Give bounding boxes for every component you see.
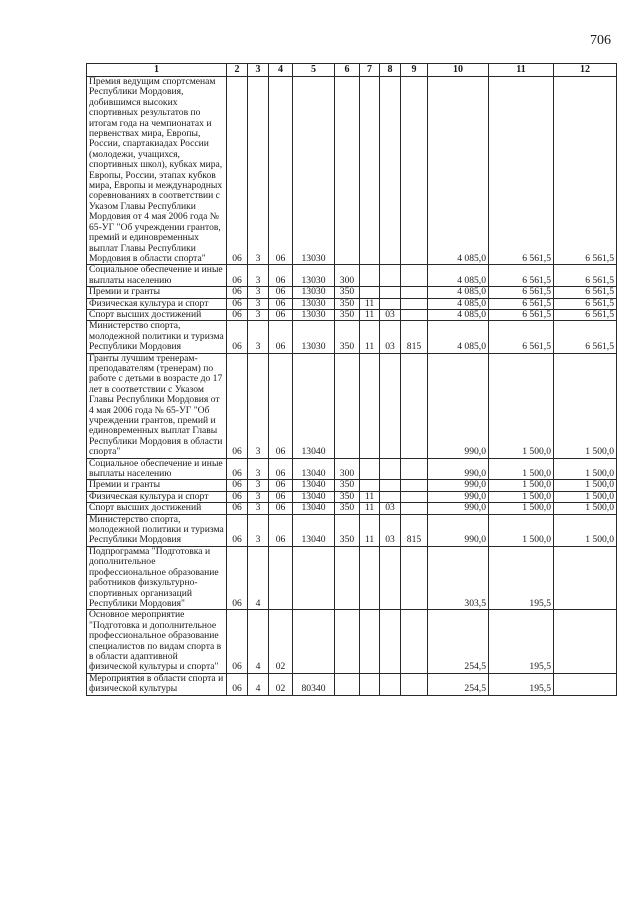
row-cell: 13030 bbox=[293, 298, 335, 309]
row-cell: 06 bbox=[227, 287, 248, 298]
row-cell bbox=[360, 77, 380, 265]
row-cell: 3 bbox=[248, 480, 269, 491]
row-cell bbox=[380, 77, 401, 265]
table-row bbox=[87, 265, 617, 287]
row-cell: 13030 bbox=[293, 287, 335, 298]
table-row bbox=[87, 309, 617, 320]
header-cell: 7 bbox=[360, 64, 380, 77]
row-cell: 6 561,5 bbox=[554, 265, 617, 287]
table-row bbox=[87, 673, 617, 695]
row-cell: 80340 bbox=[293, 673, 335, 695]
row-cell: 6 561,5 bbox=[489, 298, 554, 309]
row-cell: 06 bbox=[269, 353, 293, 458]
row-cell bbox=[293, 546, 335, 609]
row-cell: 11 bbox=[360, 298, 380, 309]
row-cell bbox=[380, 491, 401, 502]
row-cell bbox=[335, 77, 360, 265]
row-cell bbox=[360, 353, 380, 458]
row-cell bbox=[401, 503, 428, 514]
row-cell: 13040 bbox=[293, 458, 335, 480]
row-cell: 6 561,5 bbox=[554, 77, 617, 265]
row-cell: 11 bbox=[360, 514, 380, 546]
row-cell bbox=[335, 610, 360, 673]
row-cell: 3 bbox=[248, 298, 269, 309]
table-row bbox=[87, 77, 617, 265]
row-cell bbox=[401, 265, 428, 287]
row-cell: 350 bbox=[335, 298, 360, 309]
row-cell: 06 bbox=[227, 673, 248, 695]
row-label: Министерство спорта, молодежной политики и туризма Республики Мордовия bbox=[87, 321, 227, 353]
row-cell: 3 bbox=[248, 321, 269, 353]
row-cell: 350 bbox=[335, 321, 360, 353]
row-cell: 03 bbox=[380, 321, 401, 353]
row-cell bbox=[380, 546, 401, 609]
row-cell bbox=[360, 546, 380, 609]
row-cell: 4 085,0 bbox=[428, 77, 489, 265]
row-cell: 3 bbox=[248, 503, 269, 514]
row-cell: 3 bbox=[248, 77, 269, 265]
row-cell: 02 bbox=[269, 673, 293, 695]
row-cell: 06 bbox=[269, 503, 293, 514]
row-cell: 195,5 bbox=[489, 546, 554, 609]
budget-table bbox=[86, 63, 617, 696]
header-cell: 1 bbox=[87, 64, 227, 77]
row-cell: 11 bbox=[360, 309, 380, 320]
row-cell bbox=[401, 353, 428, 458]
table-row bbox=[87, 298, 617, 309]
row-cell: 06 bbox=[227, 298, 248, 309]
row-cell: 13030 bbox=[293, 321, 335, 353]
row-cell: 254,5 bbox=[428, 673, 489, 695]
row-cell: 06 bbox=[269, 287, 293, 298]
row-cell: 300 bbox=[335, 458, 360, 480]
row-cell bbox=[380, 610, 401, 673]
row-label: Подпрограмма "Подготовка и дополнительное профессиональное образование работников физкультурно-спортивных организаций Республики Мордовия" bbox=[87, 546, 227, 609]
row-cell: 11 bbox=[360, 503, 380, 514]
row-cell: 1 500,0 bbox=[554, 491, 617, 502]
row-cell: 350 bbox=[335, 287, 360, 298]
header-cell: 3 bbox=[248, 64, 269, 77]
table-row bbox=[87, 503, 617, 514]
row-cell: 06 bbox=[269, 458, 293, 480]
row-cell bbox=[335, 546, 360, 609]
row-cell: 06 bbox=[227, 546, 248, 609]
header-cell: 6 bbox=[335, 64, 360, 77]
row-cell: 06 bbox=[227, 514, 248, 546]
row-cell: 13030 bbox=[293, 265, 335, 287]
header-cell: 2 bbox=[227, 64, 248, 77]
row-cell: 02 bbox=[269, 610, 293, 673]
row-cell: 3 bbox=[248, 353, 269, 458]
page-number: 706 bbox=[590, 33, 611, 48]
row-cell: 300 bbox=[335, 265, 360, 287]
row-cell bbox=[360, 458, 380, 480]
row-cell: 06 bbox=[269, 298, 293, 309]
row-cell: 4 bbox=[248, 673, 269, 695]
row-cell: 4 085,0 bbox=[428, 309, 489, 320]
row-cell: 350 bbox=[335, 514, 360, 546]
row-label: Основное мероприятие "Подготовка и дополнительное профессиональное образование специалистов по видам спорта в в области адаптивной физической культуры и спорта" bbox=[87, 610, 227, 673]
table-row bbox=[87, 458, 617, 480]
row-cell: 03 bbox=[380, 309, 401, 320]
row-cell: 06 bbox=[227, 321, 248, 353]
row-cell bbox=[401, 673, 428, 695]
row-cell: 815 bbox=[401, 321, 428, 353]
row-cell: 11 bbox=[360, 491, 380, 502]
row-label: Физическая культура и спорт bbox=[87, 491, 227, 502]
row-cell: 1 500,0 bbox=[554, 458, 617, 480]
table-row bbox=[87, 610, 617, 673]
row-cell: 3 bbox=[248, 514, 269, 546]
row-cell: 06 bbox=[227, 458, 248, 480]
header-cell: 11 bbox=[489, 64, 554, 77]
row-cell: 13040 bbox=[293, 514, 335, 546]
row-cell: 303,5 bbox=[428, 546, 489, 609]
row-cell bbox=[360, 480, 380, 491]
row-cell bbox=[335, 673, 360, 695]
row-cell: 6 561,5 bbox=[554, 309, 617, 320]
row-cell bbox=[401, 491, 428, 502]
row-cell: 6 561,5 bbox=[554, 287, 617, 298]
row-label: Гранты лучшим тренерам-преподавателям (тренерам) по работе с детьми в возрасте до 17 лет в соответствии с Указом Главы Республики Мордовия от 4 мая 2006 года № 65-УГ "Об учреждении грантов, премий и единовременных выплат Главы Республики Мордовия в области спорта" bbox=[87, 353, 227, 458]
table-row bbox=[87, 546, 617, 609]
header-cell: 8 bbox=[380, 64, 401, 77]
row-cell: 13040 bbox=[293, 503, 335, 514]
row-cell: 254,5 bbox=[428, 610, 489, 673]
row-cell bbox=[360, 673, 380, 695]
row-label: Премии и гранты bbox=[87, 480, 227, 491]
row-cell bbox=[380, 458, 401, 480]
row-cell bbox=[335, 353, 360, 458]
row-label: Физическая культура и спорт bbox=[87, 298, 227, 309]
row-cell: 990,0 bbox=[428, 353, 489, 458]
row-cell: 3 bbox=[248, 287, 269, 298]
row-cell: 195,5 bbox=[489, 673, 554, 695]
row-cell: 06 bbox=[269, 77, 293, 265]
row-cell: 06 bbox=[227, 353, 248, 458]
row-cell bbox=[401, 298, 428, 309]
header-cell: 5 bbox=[293, 64, 335, 77]
row-cell bbox=[380, 353, 401, 458]
row-label: Спорт высших достижений bbox=[87, 309, 227, 320]
row-cell: 1 500,0 bbox=[489, 480, 554, 491]
header-cell: 4 bbox=[269, 64, 293, 77]
row-cell bbox=[401, 458, 428, 480]
row-cell: 990,0 bbox=[428, 503, 489, 514]
row-cell: 6 561,5 bbox=[489, 321, 554, 353]
row-label: Спорт высших достижений bbox=[87, 503, 227, 514]
row-cell bbox=[554, 673, 617, 695]
row-cell: 03 bbox=[380, 503, 401, 514]
row-cell: 1 500,0 bbox=[489, 353, 554, 458]
row-cell: 11 bbox=[360, 321, 380, 353]
row-label: Социальное обеспечение и иные выплаты населению bbox=[87, 265, 227, 287]
row-cell: 6 561,5 bbox=[489, 77, 554, 265]
row-cell: 06 bbox=[269, 514, 293, 546]
table-row bbox=[87, 287, 617, 298]
row-cell: 3 bbox=[248, 309, 269, 320]
row-cell: 3 bbox=[248, 265, 269, 287]
table-row bbox=[87, 491, 617, 502]
row-cell: 350 bbox=[335, 480, 360, 491]
row-cell: 990,0 bbox=[428, 514, 489, 546]
row-cell bbox=[401, 309, 428, 320]
row-cell: 6 561,5 bbox=[554, 298, 617, 309]
row-cell bbox=[269, 546, 293, 609]
row-cell: 3 bbox=[248, 491, 269, 502]
row-cell: 13030 bbox=[293, 77, 335, 265]
row-cell bbox=[401, 480, 428, 491]
row-cell: 13030 bbox=[293, 309, 335, 320]
row-cell: 350 bbox=[335, 491, 360, 502]
row-cell: 195,5 bbox=[489, 610, 554, 673]
row-cell: 13040 bbox=[293, 353, 335, 458]
table-row bbox=[87, 480, 617, 491]
row-cell bbox=[360, 610, 380, 673]
table-row bbox=[87, 321, 617, 353]
row-label: Мероприятия в области спорта и физической культуры bbox=[87, 673, 227, 695]
header-cell: 9 bbox=[401, 64, 428, 77]
header-row bbox=[87, 64, 617, 77]
row-label: Премия ведущим спортсменам Республики Мордовия, добившимся высоких спортивных результатов по итогам года на чемпионатах и первенствах мира, Европы, России, спартакиадах России (молодежи, учащихся, спортивных школ), кубках мира, Европы, России, этапах кубков мира, Европы и международных соревнованиях в соответствии с Указом Главы Республики Мордовия от 4 мая 2006 года № 65-УГ "Об учреждении грантов, премий и единовременных выплат Главы Республики Мордовия в области спорта" bbox=[87, 77, 227, 265]
row-cell: 4 bbox=[248, 546, 269, 609]
row-cell: 6 561,5 bbox=[489, 287, 554, 298]
row-cell: 350 bbox=[335, 503, 360, 514]
row-cell: 1 500,0 bbox=[554, 514, 617, 546]
row-cell bbox=[401, 610, 428, 673]
row-cell: 4 085,0 bbox=[428, 287, 489, 298]
row-cell: 4 085,0 bbox=[428, 321, 489, 353]
row-cell bbox=[554, 546, 617, 609]
row-cell: 13040 bbox=[293, 491, 335, 502]
header-cell: 12 bbox=[554, 64, 617, 77]
table-row bbox=[87, 353, 617, 458]
row-cell bbox=[401, 546, 428, 609]
row-cell: 6 561,5 bbox=[489, 265, 554, 287]
row-cell bbox=[380, 265, 401, 287]
row-cell bbox=[554, 610, 617, 673]
row-cell: 4 bbox=[248, 610, 269, 673]
row-cell: 1 500,0 bbox=[554, 480, 617, 491]
table-row bbox=[87, 514, 617, 546]
row-cell: 06 bbox=[269, 321, 293, 353]
row-cell: 06 bbox=[227, 610, 248, 673]
row-cell: 1 500,0 bbox=[489, 514, 554, 546]
row-cell: 990,0 bbox=[428, 491, 489, 502]
row-cell: 1 500,0 bbox=[554, 353, 617, 458]
row-cell: 06 bbox=[269, 309, 293, 320]
row-cell: 06 bbox=[227, 480, 248, 491]
row-cell bbox=[360, 287, 380, 298]
row-cell: 6 561,5 bbox=[489, 309, 554, 320]
row-cell bbox=[401, 287, 428, 298]
row-cell: 06 bbox=[227, 503, 248, 514]
row-cell: 4 085,0 bbox=[428, 298, 489, 309]
row-label: Премии и гранты bbox=[87, 287, 227, 298]
row-cell: 13040 bbox=[293, 480, 335, 491]
row-cell: 990,0 bbox=[428, 480, 489, 491]
row-label: Министерство спорта, молодежной политики и туризма Республики Мордовия bbox=[87, 514, 227, 546]
row-cell: 03 bbox=[380, 514, 401, 546]
row-cell: 06 bbox=[227, 77, 248, 265]
row-cell: 06 bbox=[227, 309, 248, 320]
header-cell: 10 bbox=[428, 64, 489, 77]
row-cell: 4 085,0 bbox=[428, 265, 489, 287]
row-cell: 6 561,5 bbox=[554, 321, 617, 353]
row-cell bbox=[380, 673, 401, 695]
row-cell: 06 bbox=[269, 265, 293, 287]
row-cell bbox=[380, 298, 401, 309]
row-cell: 990,0 bbox=[428, 458, 489, 480]
row-cell bbox=[360, 265, 380, 287]
row-cell: 350 bbox=[335, 309, 360, 320]
row-cell: 1 500,0 bbox=[489, 503, 554, 514]
row-cell: 815 bbox=[401, 514, 428, 546]
row-cell: 1 500,0 bbox=[554, 503, 617, 514]
row-cell: 06 bbox=[227, 491, 248, 502]
row-cell: 06 bbox=[269, 480, 293, 491]
row-cell: 1 500,0 bbox=[489, 491, 554, 502]
row-cell: 3 bbox=[248, 458, 269, 480]
row-cell bbox=[401, 77, 428, 265]
row-cell bbox=[380, 480, 401, 491]
row-cell bbox=[380, 287, 401, 298]
row-cell: 06 bbox=[227, 265, 248, 287]
row-cell: 06 bbox=[269, 491, 293, 502]
row-label: Социальное обеспечение и иные выплаты населению bbox=[87, 458, 227, 480]
row-cell bbox=[293, 610, 335, 673]
row-cell: 1 500,0 bbox=[489, 458, 554, 480]
